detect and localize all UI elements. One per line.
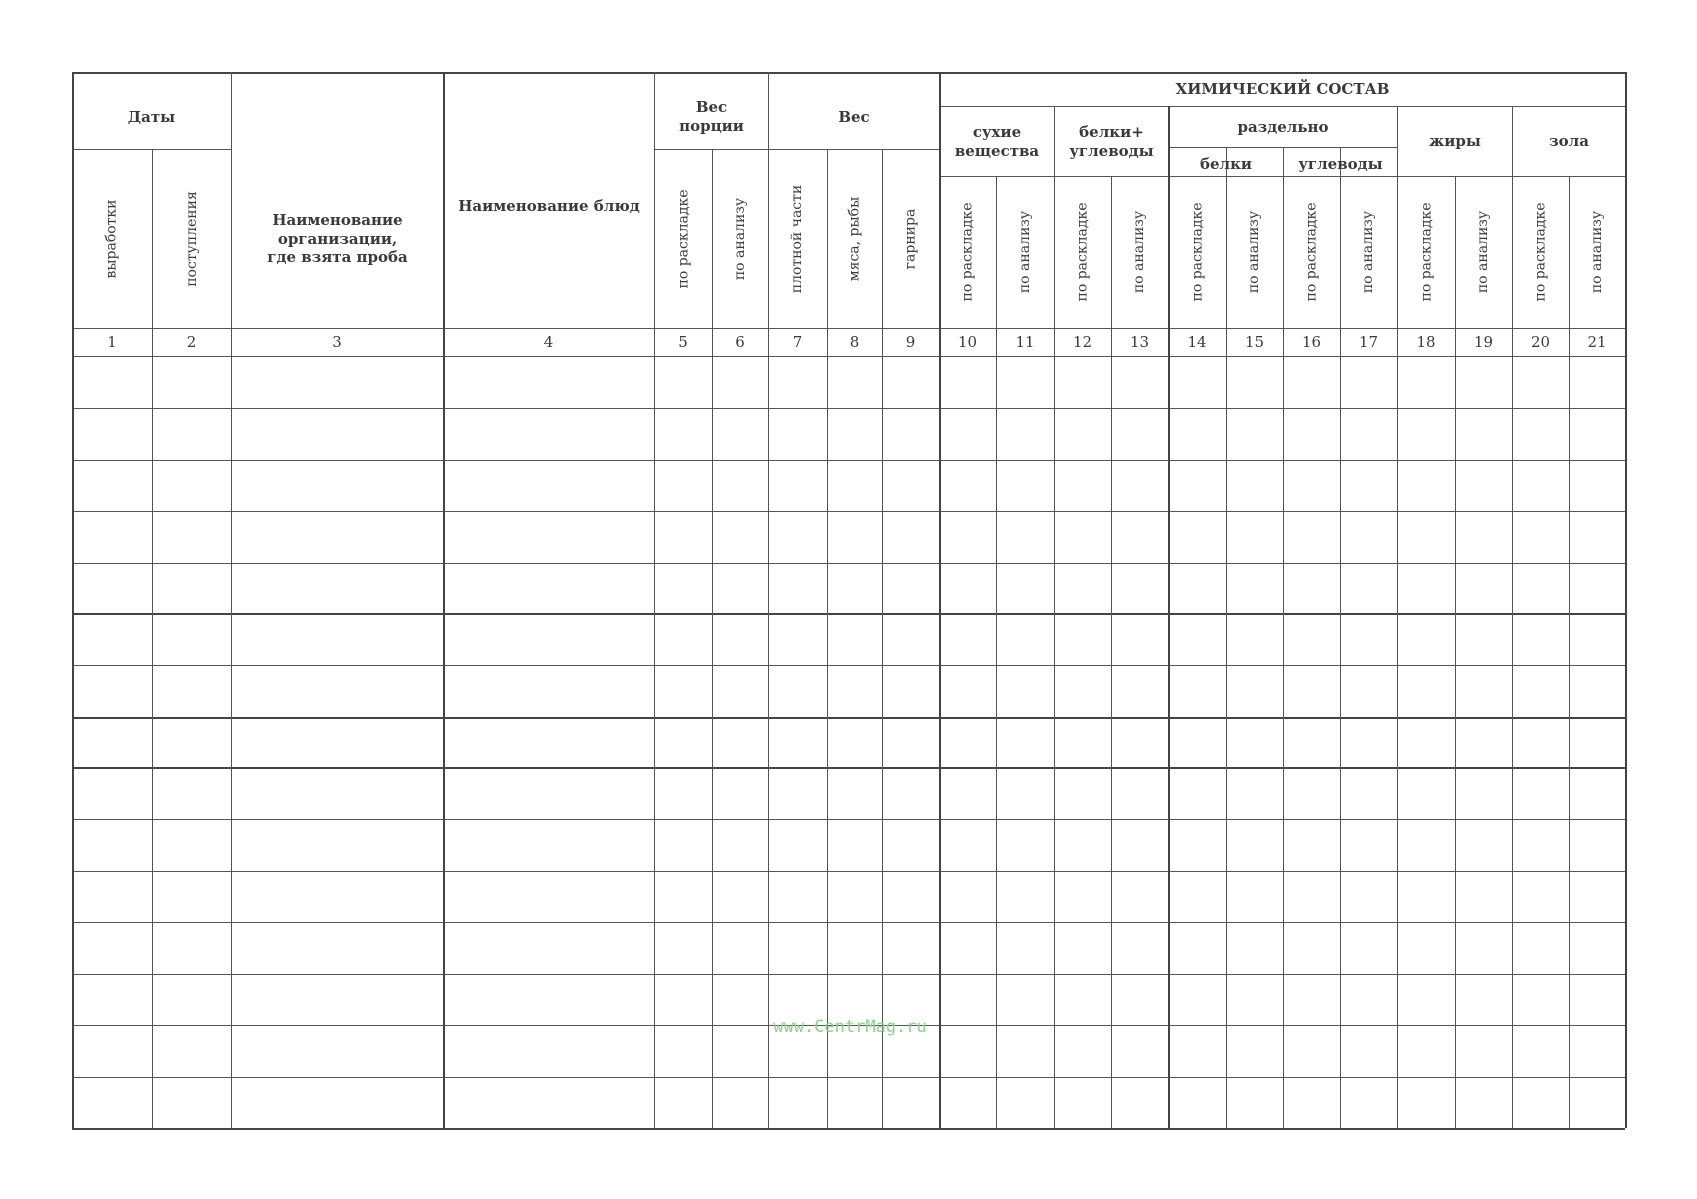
column-label-production (72, 150, 152, 328)
column-label-receipt (152, 150, 231, 328)
column-label-text: мяса, рыбы (846, 196, 863, 282)
table-row (72, 922, 1625, 974)
table-row (72, 871, 1625, 922)
header-proteins: белки (1199, 154, 1253, 173)
column-label-text: по анализу (1017, 210, 1033, 294)
column-number: 8 (849, 333, 860, 352)
column-label-text: плотной части (789, 184, 806, 294)
column-number: 19 (1473, 333, 1494, 352)
table-row (72, 356, 1625, 408)
header-fats: жиры (1429, 132, 1481, 151)
header-dish-name: Наименование блюд (458, 196, 640, 215)
column-label-text: по анализу (1246, 210, 1263, 294)
column-label-text: по раскладке (959, 202, 976, 302)
column-number: 14 (1187, 333, 1207, 352)
column-label-portion-by-analysis (712, 150, 768, 328)
column-number: 5 (678, 333, 688, 352)
table-row (72, 511, 1625, 563)
header-organization: Наименование организации, где взята проба (267, 210, 408, 267)
grid-line-horizontal (72, 1128, 1625, 1130)
column-label-garnish (882, 150, 939, 328)
column-number: 3 (332, 333, 342, 352)
header-dates: Даты (127, 107, 176, 126)
column-label-text: по раскладке (1074, 202, 1091, 302)
column-number: 20 (1530, 333, 1551, 352)
column-number: 13 (1129, 333, 1150, 352)
table-row (72, 613, 1625, 665)
column-number: 10 (957, 333, 978, 352)
column-number: 2 (186, 333, 197, 352)
column-label-protein-carbs-by-analysis (1111, 176, 1168, 328)
table-row (72, 1077, 1625, 1128)
column-number: 1 (107, 333, 117, 352)
table-row (72, 408, 1625, 460)
header-dry-matter: сухие вещества (954, 122, 1040, 160)
column-label-text: по анализу (732, 197, 748, 281)
table-row (72, 460, 1625, 511)
column-label-text: по раскладке (1303, 202, 1320, 302)
column-label-text: выработки (104, 199, 120, 279)
column-label-carbs-by-analysis (1340, 176, 1397, 328)
header-weight: Вес (838, 107, 870, 126)
column-label-meat-fish (827, 150, 882, 328)
column-label-text: по раскладке (1532, 202, 1549, 302)
header-ash: зола (1549, 132, 1589, 151)
column-label-protein-carbs-by-layout (1054, 176, 1111, 328)
header-protein-carbs: белки+ углеводы (1069, 122, 1154, 160)
column-number: 12 (1072, 333, 1093, 352)
column-label-text: по анализу (1475, 210, 1492, 294)
table-row (72, 717, 1625, 767)
column-number: 21 (1587, 333, 1607, 352)
header-carbs: углеводы (1298, 154, 1383, 173)
column-label-text: по раскладке (675, 189, 692, 289)
column-number: 6 (735, 333, 745, 352)
table-row (72, 819, 1625, 871)
column-number: 15 (1244, 333, 1265, 352)
column-label-text: по раскладке (1189, 202, 1206, 302)
column-label-text: гарнира (902, 208, 919, 270)
header-portion-weight: Вес порции (679, 98, 744, 135)
column-label-text: по анализу (1589, 210, 1605, 294)
column-label-text: по анализу (1360, 210, 1377, 294)
column-number: 11 (1015, 333, 1035, 352)
column-label-text: поступления (183, 191, 200, 287)
column-number: 4 (543, 333, 554, 352)
grid-line-vertical (1625, 72, 1627, 1128)
column-label-dry-matter-by-layout (939, 176, 996, 328)
column-label-dense-part (768, 150, 827, 328)
column-label-ash-by-layout (1512, 176, 1569, 328)
column-label-text: по раскладке (1418, 202, 1435, 302)
table-row (72, 563, 1625, 613)
column-number: 9 (905, 333, 916, 352)
column-label-dry-matter-by-analysis (996, 176, 1054, 328)
header-separately: раздельно (1237, 117, 1329, 136)
column-label-text: по анализу (1131, 210, 1148, 294)
column-label-ash-by-analysis (1569, 176, 1625, 328)
column-number: 16 (1301, 333, 1322, 352)
column-label-portion-by-layout (654, 150, 712, 328)
column-label-carbs-by-layout (1283, 176, 1340, 328)
column-number: 7 (792, 333, 803, 352)
column-number: 17 (1358, 333, 1379, 352)
watermark: www.CentrMag.ru (773, 1017, 927, 1037)
header-chemical-composition: ХИМИЧЕСКИЙ СОСТАВ (1175, 80, 1390, 99)
column-label-proteins-by-layout (1168, 176, 1226, 328)
table-row (72, 767, 1625, 819)
column-number: 18 (1416, 333, 1436, 352)
column-label-fats-by-analysis (1455, 176, 1512, 328)
table-row (72, 665, 1625, 717)
column-label-fats-by-layout (1397, 176, 1455, 328)
column-label-proteins-by-analysis (1226, 176, 1283, 328)
